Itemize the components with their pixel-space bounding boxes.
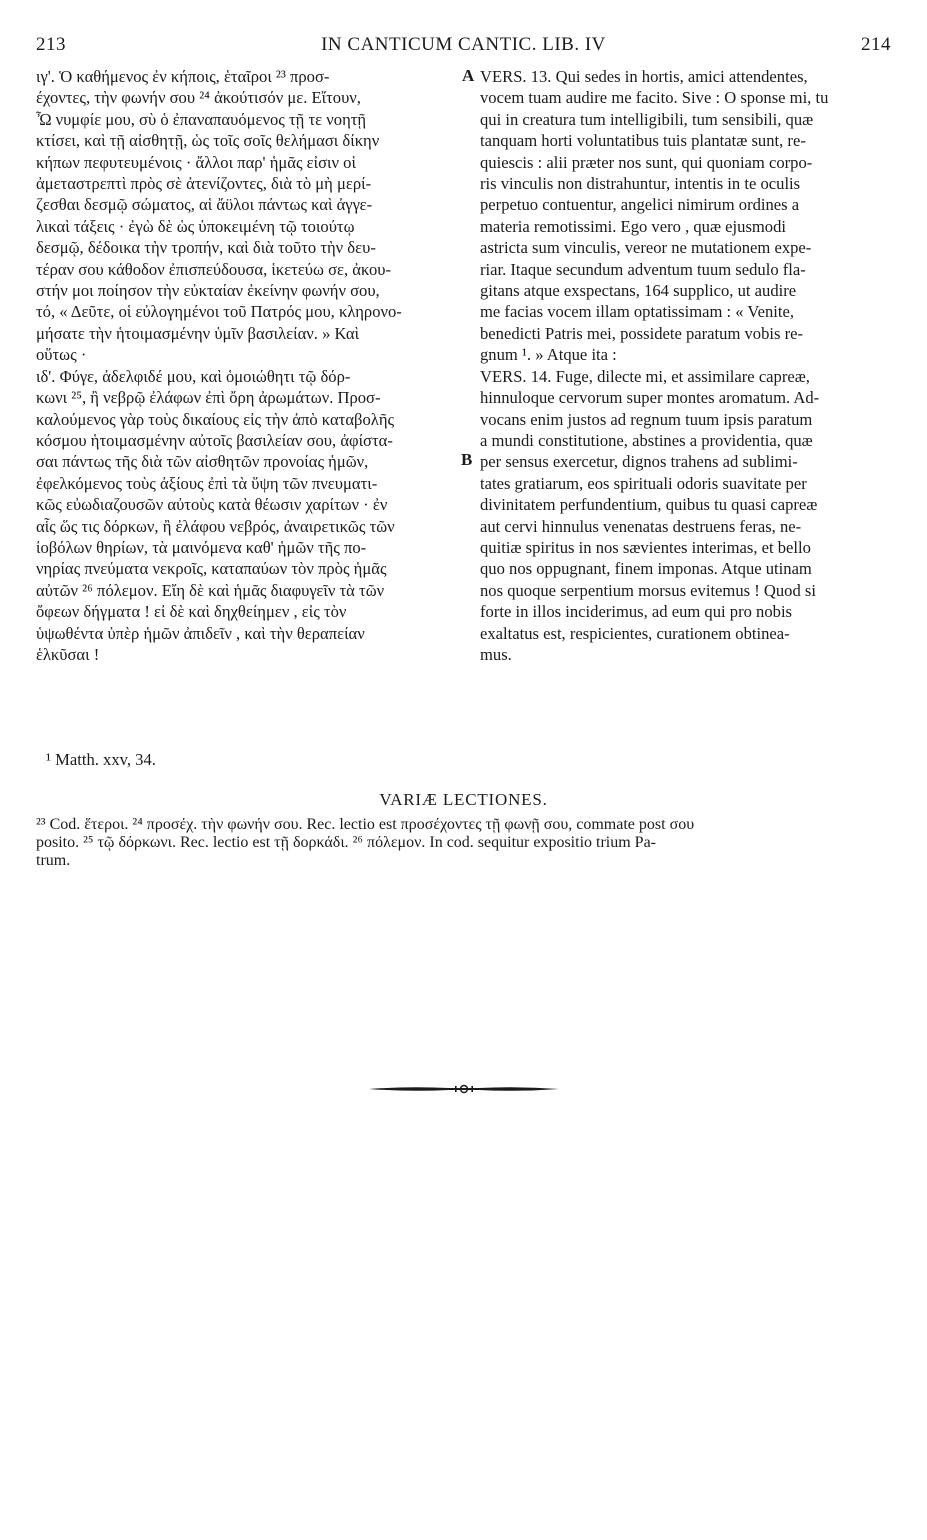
- latin-line: gnum ¹. » Atque ita :: [480, 345, 617, 365]
- latin-text-column: [480, 66, 890, 665]
- latin-line: aut cervi hinnulus venenatas destruens feras, ne-: [480, 516, 802, 536]
- latin-line: quo nos oppugnant, finem imponas. Atque utinam: [480, 559, 812, 579]
- variae-lectiones-notes: [36, 816, 892, 870]
- latin-line: ris vinculis non distrahuntur, intentis in te oculis: [480, 174, 801, 194]
- variae-lectiones-title: VARIÆ LECTIONES.: [379, 790, 548, 809]
- greek-line: ὄφεων δήγματα ! εἰ δὲ καὶ δηχθείημεν , εἰς τὸν: [36, 602, 347, 622]
- latin-line: tanquam horti voluntatibus tuis plantatæ sunt, re-: [480, 131, 806, 151]
- greek-line: Ὦ νυμφίε μου, σὺ ὁ ἐπαναπαυόμενος τῇ τε νοητῇ: [36, 109, 367, 129]
- margin-marker-b: B: [461, 450, 473, 469]
- greek-line: ιδ'. Φύγε, ἀδελφιδέ μου, καὶ ὁμοιώθητι τῷ δόρ-: [36, 366, 351, 386]
- greek-line: αὐτῶν ²⁶ πόλεμον. Εἴη δὲ καὶ ἡμᾶς διαφυγεῖν τὰ τῶν: [36, 580, 385, 600]
- latin-line: per sensus exercetur, dignos trahens ad sublimi-: [480, 452, 798, 472]
- greek-line: ζεσθαι δεσμῷ σώματος, αἱ ἄϋλοι πάντως καὶ ἀγγε-: [36, 195, 373, 215]
- greek-text-column: [36, 66, 461, 665]
- latin-line: riar. Itaque secundum adventum tuum sedulo fla-: [480, 259, 806, 279]
- greek-line: ἰοβόλων θηρίων, τὰ μαινόμενα καθ' ἡμῶν τῆς πο-: [36, 537, 367, 557]
- latin-line: nos quoque serpentium morsus evitemus ! Quod si: [480, 580, 816, 600]
- latin-line: vocem tuam audire me facito. Sive : O sponse mi, tu: [480, 88, 829, 108]
- variant-line: ²³ Cod. ἕτεροι. ²⁴ προσέχ. τὴν φωνήν σου. Rec. lectio est προσέχοντες τῇ φωνῇ σου, commate post σου: [36, 816, 695, 833]
- latin-line: mus.: [480, 644, 512, 664]
- greek-line: κωνι ²⁵, ἢ νεβρῷ ἐλάφων ἐπὶ ὄρη ἀρωμάτων. Προσ-: [36, 388, 381, 408]
- running-header: [36, 34, 891, 58]
- latin-line: vocans enim justos ad regnum tuum ipsis paratum: [480, 409, 813, 429]
- greek-line: ἑλκῦσαι !: [36, 644, 100, 664]
- latin-line: divinitatem perfundentium, quibus tu quasi capreæ: [480, 495, 818, 515]
- latin-line: materia remotissimi. Ego vero , quæ ejusmodi: [480, 216, 787, 236]
- greek-line: αἷς ὥς τις δόρκων, ἢ ἐλάφου νεβρός, ἀναιρετικῶς τῶν: [36, 516, 395, 536]
- latin-line: forte in illos inciderimus, ad eum qui pro nobis: [480, 602, 793, 622]
- greek-line: ἐφελκόμενος τοὺς ἀξίους ἐπὶ τὰ ὕψη τῶν πνευματι-: [36, 473, 378, 493]
- greek-line: έχοντες, τὴν φωνήν σου ²⁴ ἀκούτισόν με. Εἴτουν,: [36, 88, 361, 108]
- latin-line: benedicti Patris mei, possidete paratum vobis re-: [480, 323, 804, 343]
- ornamental-rule: [369, 1083, 559, 1095]
- greek-line: καλούμενος γὰρ τοὺς δικαίους εἰς τὴν ἀπὸ καταβολῆς: [36, 409, 395, 429]
- latin-line: astricta sum vinculis, vereor ne mutationem expe-: [480, 238, 812, 258]
- greek-line: σαι πάντως τῆς διὰ τῶν αἰσθητῶν προνοίας ἡμῶν,: [36, 452, 369, 472]
- latin-line: VERS. 14. Fuge, dilecte mi, et assimilare capreæ,: [480, 366, 810, 386]
- greek-line: μήσατε τὴν ἡτοιμασμένην ὑμῖν βασιλείαν. » Καὶ: [36, 323, 360, 343]
- greek-line: ιγ'. Ὁ καθήμενος ἐν κήποις, ἑταῖροι ²³ προσ-: [36, 67, 330, 86]
- greek-line: τό, « Δεῦτε, οἱ εὐλογημένοι τοῦ Πατρός μου, κληρονο-: [36, 302, 402, 322]
- greek-line: τέραν σου κάθοδον ἐπισπεύδουσα, ἱκετεύω σε, ἀκου-: [36, 259, 392, 279]
- latin-line: hinnuloque cervorum super montes aromatum. Ad-: [480, 388, 820, 408]
- latin-line: quiescis : alii præter nos sunt, qui quoniam corpo-: [480, 152, 813, 172]
- latin-line: gitans atque exspectans, 164 supplico, ut audire: [480, 281, 797, 301]
- running-title: IN CANTICUM CANTIC. LIB. IV: [321, 34, 606, 55]
- latin-line: qui in creatura tum intelligibili, tum sensibili, quæ: [480, 109, 814, 129]
- latin-line: VERS. 13. Qui sedes in hortis, amici attendentes,: [480, 67, 808, 86]
- greek-line: κῶς εὐωδιαζουσῶν αὐτοὺς κατὰ θέωσιν χαρίτων · ἐν: [36, 495, 388, 515]
- latin-line: perpetuo contuentur, angelici nimirum ordines a: [480, 195, 800, 215]
- page-number-left: 213: [36, 34, 66, 55]
- greek-line: κόσμου ἡτοιμασμένην αὐτοῖς βασιλείαν σου, ἀφίστα-: [36, 430, 393, 450]
- latin-line: quitiæ spiritus in nos sævientes interimas, et bello: [480, 537, 811, 557]
- margin-marker-a: A: [462, 66, 475, 85]
- variant-line: posito. ²⁵ τῷ δόρκωνι. Rec. lectio est τῇ δορκάδι. ²⁶ πόλεμον. In cod. sequitur expositio trium Pa-: [36, 834, 656, 851]
- greek-line: λικαὶ τάξεις · ἐγὼ δὲ ὡς ὑποκειμένη τῷ τοιούτῳ: [36, 216, 355, 236]
- greek-line: στήν μοι ποίησον τὴν εὐκταίαν ἐκείνην φωνήν σου,: [36, 281, 380, 301]
- greek-line: δεσμῷ, δέδοικα τὴν τροπήν, καὶ διὰ τοῦτο τὴν δευ-: [36, 238, 376, 258]
- latin-line: tates gratiarum, eos spirituali odoris suavitate per: [480, 473, 807, 493]
- variant-line: trum.: [36, 852, 71, 869]
- latin-line: me facias vocem illam optatissimam : « Venite,: [480, 302, 794, 322]
- greek-line: ἀμεταστρεπτὶ πρὸς σὲ ἀτενίζοντες, διὰ τὸ μὴ μερί-: [36, 174, 372, 194]
- page-number-right: 214: [861, 34, 891, 55]
- greek-line: νηρίας πνεύματα νεκροῖς, καταπαύων τὸν πρὸς ἡμᾶς: [36, 559, 387, 579]
- greek-line: ὑψωθέντα ὑπὲρ ἡμῶν ἀπιδεῖν , καὶ τὴν θεραπείαν: [36, 623, 365, 643]
- latin-line: exaltatus est, respicientes, curationem obtinea-: [480, 623, 790, 643]
- greek-line: κτίσει, καὶ τῇ αἰσθητῇ, ὡς τοῖς σοῖς θελήμασι δίκην: [36, 131, 380, 151]
- greek-line: οὕτως ·: [36, 345, 87, 365]
- latin-line: a mundi constitutione, abstines a providentia, quæ: [480, 430, 813, 450]
- footnote: ¹ Matth. xxv, 34.: [46, 750, 156, 769]
- greek-line: κήπων πεφυτευμένοις · ἄλλοι παρ' ἡμᾶς εἰσιν οἱ: [36, 152, 356, 172]
